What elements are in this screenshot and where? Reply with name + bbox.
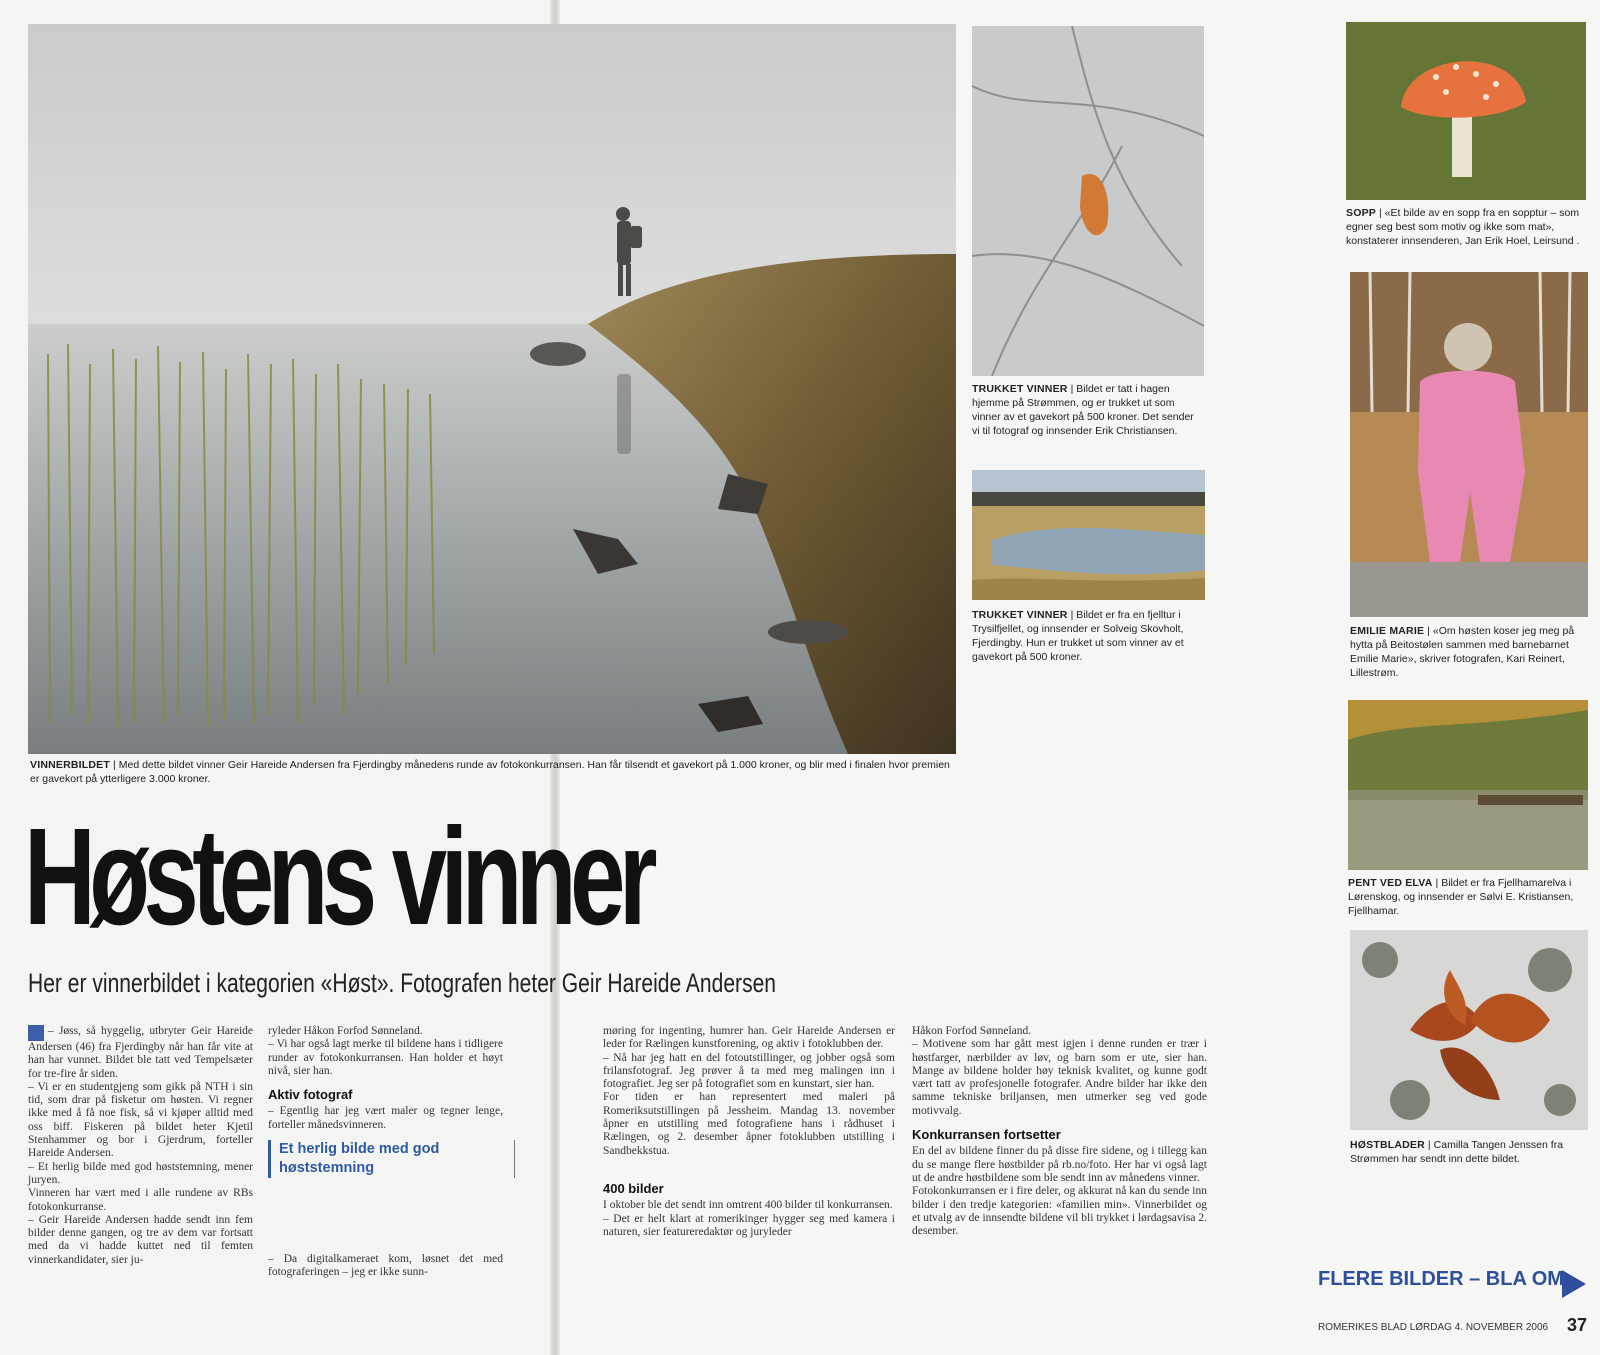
winner-photo-caption: VINNERBILDET | Med dette bildet vinner Geir Hareide Andersen fra Fjerdingby månedens runde av fotokonkurransen. Han får tilsendt et gavekort på 1.000 kroner, og blir med i finalen hvor premien er gavekort på ytterligere 3.000 kroner. xyxy=(30,759,950,785)
section-heading: 400 bilder xyxy=(603,1180,664,1196)
winner-photo xyxy=(28,24,956,754)
article-paragraph: For tiden er han representert med maleri på Romeriksutstillingen på Jessheim. Mandag 13. november åpner en utstilling med fotografiene hans i rådhuset i Rælingen, og 2. desember åpner fotoklubben utstilling i Sandbekkstua. xyxy=(603,1091,895,1157)
more-photos-link[interactable]: FLERE BILDER – BLA OM xyxy=(1318,1268,1564,1290)
article-paragraph: – Da digitalkameraet kom, løsnet det med fotograferingen – jeg er ikke sunn- xyxy=(268,1253,503,1279)
article-paragraph: En del av bildene finner du på disse fire sidene, og i tillegg kan du se mange flere høstbilder på rb.no/foto. Her har vi også lagt ut de andre høstbildene som ble sendt inn av månedens vinner. xyxy=(912,1145,1207,1184)
photo-mountain-bog xyxy=(972,470,1205,600)
caption-child: EMILIE MARIE | «Om høsten koser jeg meg på hytta på Beitostølen sammen med barnebarnet Emilie Marie», skriver fotografen, Kari Reinert, Lillestrøm. xyxy=(1350,625,1575,679)
photo-oak-leaves xyxy=(1350,930,1588,1130)
caption-text: Med dette bildet vinner Geir Hareide Andersen fra Fjerdingby månedens runde av fotokonkurransen. Han får tilsendt et gavekort på 1.000 kroner, og blir med i finalen hvor premien er gavekort på ytterligere 3.000 kroner. xyxy=(30,759,950,785)
article-paragraph: Håkon Forfod Sønneland. xyxy=(912,1025,1032,1037)
article-column-4 xyxy=(912,1025,1207,1238)
photo-mushroom xyxy=(1346,22,1586,200)
article-column-1 xyxy=(28,1025,253,1267)
caption-oak-leaves: HØSTBLADER | Camilla Tangen Jenssen fra Strømmen har sendt inn dette bildet. xyxy=(1350,1139,1564,1165)
page-footer: ROMERIKES BLAD LØRDAG 4. NOVEMBER 2006 xyxy=(1318,1322,1549,1333)
section-heading: Aktiv fotograf xyxy=(268,1087,353,1103)
page-subheadline: Her er vinnerbildet i kategorien «Høst». Fotografen heter Geir Hareide Andersen xyxy=(28,968,777,998)
article-paragraph: møring for ingenting, humrer han. Geir Hareide Andersen er leder for Rælingen kunstforening, og aktiv i fotoklubben der. xyxy=(603,1025,895,1051)
photo-child xyxy=(1350,272,1588,617)
caption-frosted-leaf: TRUKKET VINNER | Bildet er tatt i hagen hjemme på Strømmen, og er trukket ut som vinner av et gavekort på 500 kroner. Det sender vi til fotograf og innsender Erik Christiansen. xyxy=(972,383,1194,437)
article-paragraph: – Det er helt klart at romerikinger hygger seg med kamera i naturen, sier featureredaktør og juryleder xyxy=(603,1212,895,1238)
photo-river xyxy=(1348,700,1588,870)
article-column-3 xyxy=(603,1025,895,1239)
article-paragraph: – Egentlig har jeg vært maler og tegner lenge, forteller månedsvinneren. xyxy=(268,1105,503,1131)
arrow-right-icon[interactable] xyxy=(1562,1270,1586,1298)
article-paragraph: – Vi er en studentgjeng som gikk på NTH i sin tid, som drar på fisketur om høsten. Vi regner ikke med å få noe fisk, så vi kjøper alltid med oss biff. Fiskeren på bildet heter Kjetil Stenhammer og bor i Gjerdrum, forteller Hareide Andersen. xyxy=(28,1080,253,1160)
article-paragraph: Fotokonkurransen er i fire deler, og akkurat nå kan du sende inn bilder i den tredje kategorien: «familien min». Vinnerbildet og et utvalg av de innsendte bildene vil bli trykket i lørdagsavisa 2. desember. xyxy=(912,1185,1207,1238)
pull-quote: Et herlig bilde med god høststemning xyxy=(268,1140,515,1178)
article-paragraph: – Jøss, så hyggelig, utbryter Geir Hareide Andersen (46) fra Fjerdingby når han får vite at han har vunnet. Bildet ble tatt ved Tempelsæter for tre-fire år siden. xyxy=(28,1025,253,1080)
article-paragraph: I oktober ble det sendt inn omtrent 400 bilder til konkurransen. xyxy=(603,1199,893,1212)
photo-frosted-leaf xyxy=(972,26,1204,376)
dropcap-square xyxy=(28,1025,44,1041)
caption-mushroom: SOPP | «Et bilde av en sopp fra en sopptur – som egner seg best som motiv og ikke som mat», konstaterer innsenderen, Jan Erik Hoel, Leirsund . xyxy=(1346,207,1580,247)
article-paragraph: Vinneren har vært med i alle rundene av RBs fotokonkurranse. xyxy=(28,1187,253,1213)
article-paragraph: – Motivene som har gått mest igjen i denne runden er trær i høstfarger, nærbilder av løv, og barn som er ute, sier han. Mange av bildene holder høy teknisk kvalitet, og kunne godt vært tatt av profesjonelle fotografer. Andre bilder har ikke den samme tekniske briljansen, men utmerker seg ved gode motivvalg. xyxy=(912,1038,1207,1117)
page-number: 37 xyxy=(1567,1315,1588,1335)
caption-label: VINNERBILDET xyxy=(30,759,110,771)
article-paragraph: – Vi har også lagt merke til bildene hans i tidligere runder av fotokonkurransen. Han holder et høyt nivå, sier han. xyxy=(268,1038,503,1077)
page-headline: Høstens vinner xyxy=(24,800,652,954)
article-paragraph: ryleder Håkon Forfod Sønneland. xyxy=(268,1025,423,1037)
section-heading: Konkurransen fortsetter xyxy=(912,1127,1061,1143)
article-paragraph: – Nå har jeg hatt en del fotoutstillinger, og jobber også som frilansfotograf. Jeg prøver å ta med meg malingen inn i fotografiet. Jeg ser på fotografiet som en kunstart, sier han. xyxy=(603,1051,895,1091)
article-paragraph: – Et herlig bilde med god høststemning, mener juryen. xyxy=(28,1160,253,1186)
caption-mountain-bog: TRUKKET VINNER | Bildet er fra en fjelltur i Trysilfjellet, og innsender er Solveig Skovholt, Fjerdingby. Hun er trukket ut som vinner av et gavekort på 500 kroner. xyxy=(972,609,1184,663)
caption-river: PENT VED ELVA | Bildet er fra Fjellhamarelva i Lørenskog, og innsender er Sølvi E. Kristiansen, Fjellhamar. xyxy=(1348,877,1574,917)
article-paragraph: – Geir Hareide Andersen hadde sendt inn fem bilder denne gangen, og tre av dem var fortsatt med da vi hadde kuttet ned til femten vinnerkandidater, sier ju- xyxy=(28,1213,253,1266)
article-column-2-bottom xyxy=(268,1253,503,1280)
article-column-2 xyxy=(268,1025,503,1132)
